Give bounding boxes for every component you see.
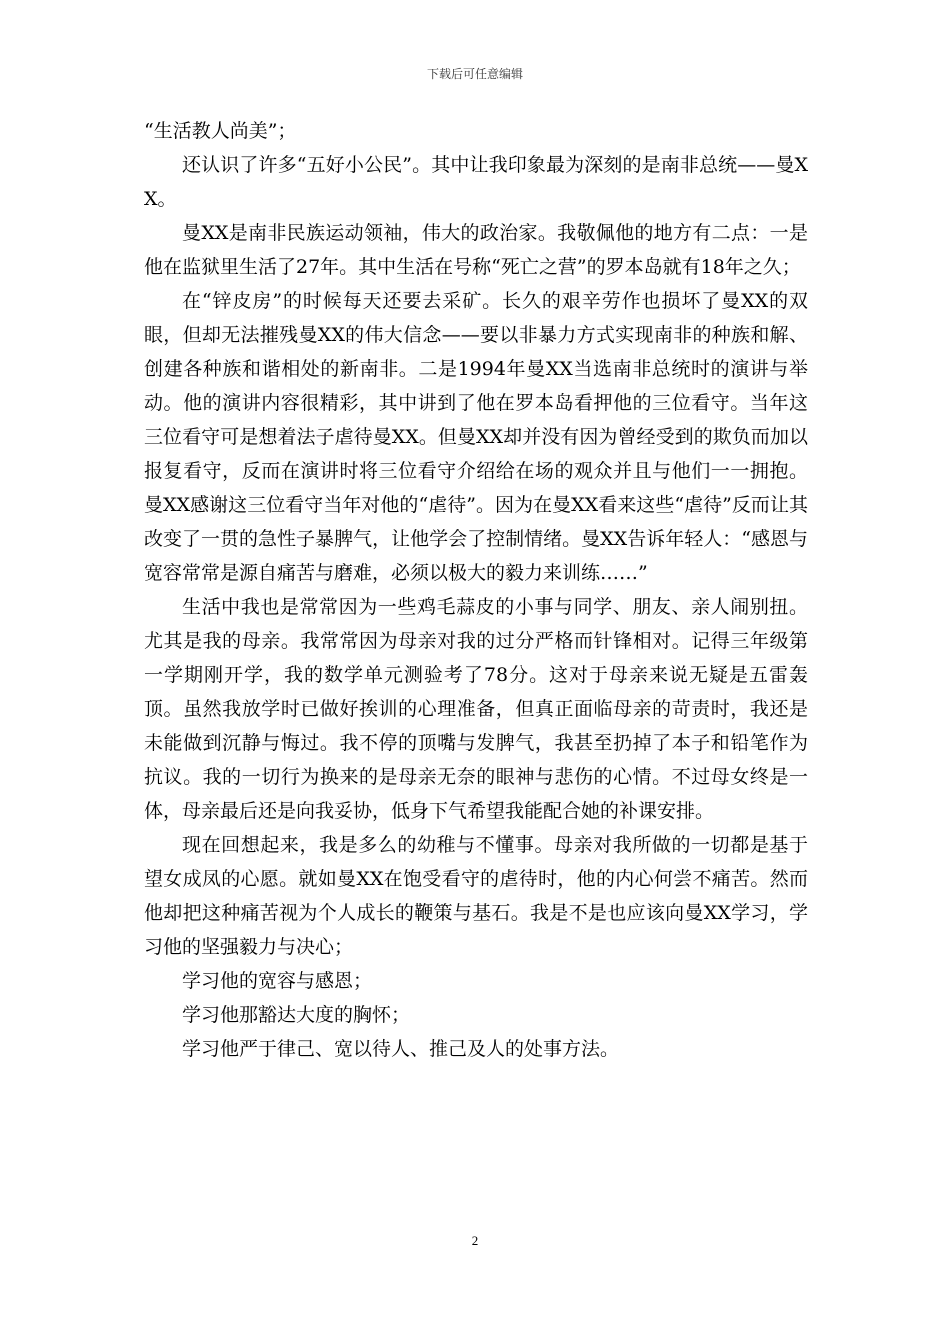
paragraph-5: 生活中我也是常常因为一些鸡毛蒜皮的小事与同学、朋友、亲人闹别扭。尤其是我的母亲。我常常因为母亲对我的过分严格而针锋相对。记得三年级第一学期刚开学，我的数学单元测验考了78分。这对于母亲来说无疑是五雷轰顶。虽然我放学时已做好挨训的心理准备，但真正面临母亲的苛责时，我还是未能做到沉静与悔过。我不停的顶嘴与发脾气，我甚至扔掉了本子和铅笔作为抗议。我的一切行为换来的是母亲无奈的眼神与悲伤的心情。不过母女终是一体，母亲最后还是向我妥协，低身下气希望我能配合她的补课安排。 [144, 596, 808, 822]
document-body [144, 114, 808, 1066]
paragraph-6: 现在回想起来，我是多么的幼稚与不懂事。母亲对我所做的一切都是基于望女成凤的心愿。就如曼XX在饱受看守的虐待时，他的内心何尝不痛苦。然而他却把这种痛苦视为个人成长的鞭策与基石。我是不是也应该向曼XX学习，学习他的坚强毅力与决心； [144, 834, 808, 958]
paragraph-4: 在“锌皮房”的时候每天还要去采矿。长久的艰辛劳作也损坏了曼XX的双眼，但却无法摧残曼XX的伟大信念——要以非暴力方式实现南非的种族和解、创建各种族和谐相处的新南非。二是1994年曼XX当选南非总统时的演讲与举动。他的演讲内容很精彩，其中讲到了他在罗本岛看押他的三位看守。当年这三位看守可是想着法子虐待曼XX。但曼XX却并没有因为曾经受到的欺负而加以报复看守，反而在演讲时将三位看守介绍给在场的观众并且与他们一一拥抱。曼XX感谢这三位看守当年对他的“虐待”。因为在曼XX看来这些“虐待”反而让其改变了一贯的急性子暴脾气，让他学会了控制情绪。曼XX告诉年轻人：“感恩与宽容常常是源自痛苦与磨难，必须以极大的毅力来训练……” [144, 290, 808, 584]
paragraph-2: 还认识了许多“五好小公民”。其中让我印象最为深刻的是南非总统——曼XX。 [144, 154, 808, 210]
page-header: 下载后可任意编辑 [426, 67, 523, 81]
paragraph-3: 曼XX是南非民族运动领袖，伟大的政治家。我敬佩他的地方有二点：一是他在监狱里生活了27年。其中生活在号称“死亡之营”的罗本岛就有18年之久； [144, 222, 808, 278]
paragraph-9: 学习他严于律己、宽以待人、推己及人的处事方法。 [182, 1038, 620, 1060]
paragraph-7: 学习他的宽容与感恩； [182, 970, 373, 992]
paragraph-8: 学习他那豁达大度的胸怀； [182, 1004, 411, 1026]
page-number: 2 [471, 1233, 479, 1248]
paragraph-1: “生活教人尚美”； [144, 120, 297, 142]
